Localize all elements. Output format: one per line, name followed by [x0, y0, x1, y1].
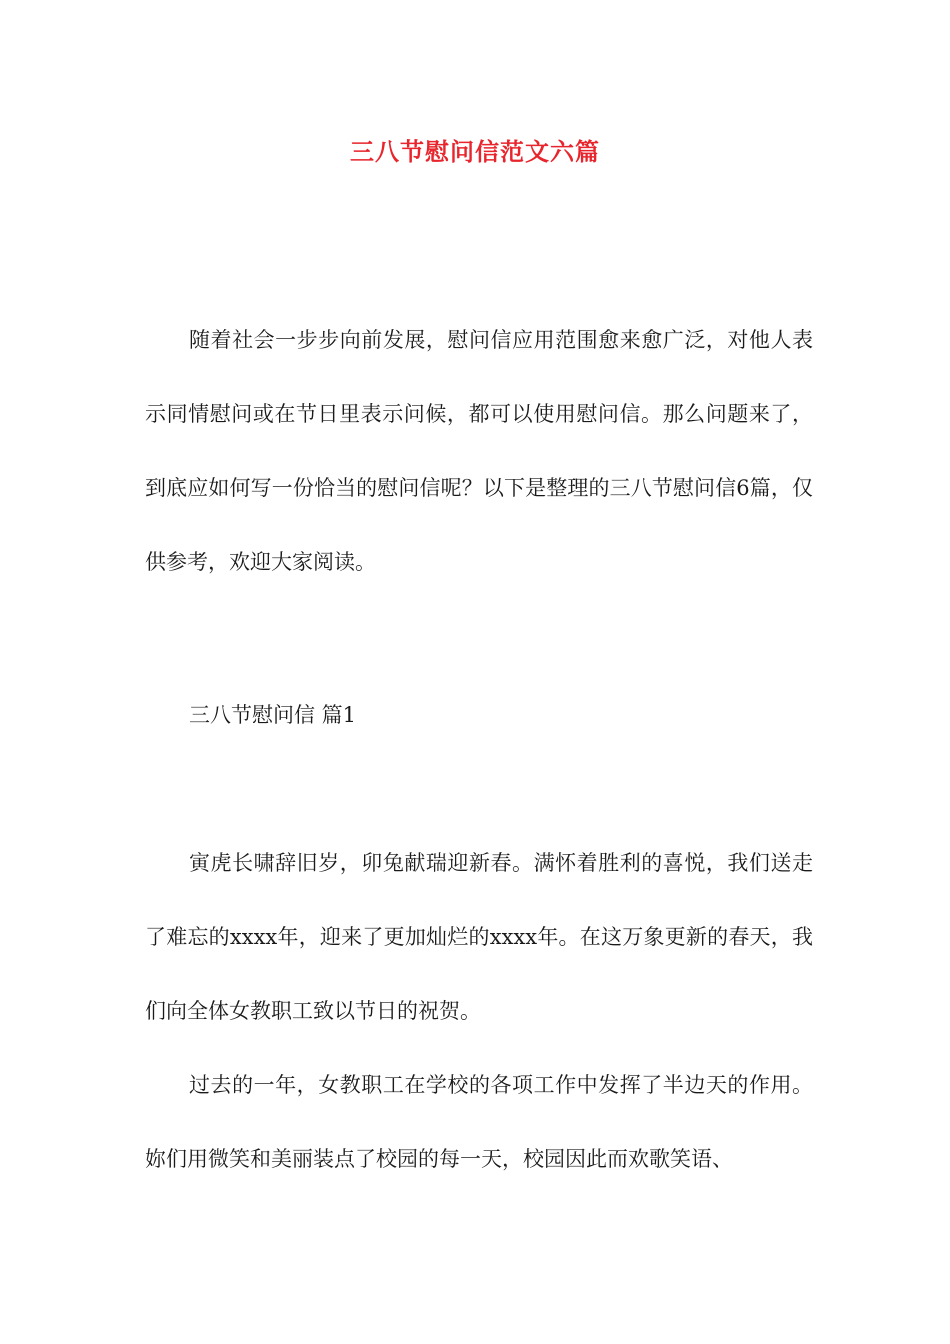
section1-paragraph-2: 过去的一年，女教职工在学校的各项工作中发挥了半边天的作用。妳们用微笑和美丽装点了校园的每一天，校园因此而欢歌笑语、	[145, 1073, 813, 1171]
section-heading-1: 三八节慰问信 篇1	[189, 703, 357, 727]
intro-paragraph: 随着社会一步步向前发展，慰问信应用范围愈来愈广泛，对他人表示同情慰问或在节日里表示问候，都可以使用慰问信。那么问题来了，到底应如何写一份恰当的慰问信呢？以下是整理的三八节慰问信6篇，仅供参考，欢迎大家阅读。	[145, 328, 813, 574]
document-title: 三八节慰问信范文六篇	[350, 137, 600, 166]
section1-paragraph-1: 寅虎长啸辞旧岁，卯兔献瑞迎新春。满怀着胜利的喜悦，我们送走了难忘的xxxx年，迎来了更加灿烂的xxxx年。在这万象更新的春天，我们向全体女教职工致以节日的祝贺。	[145, 851, 813, 1023]
